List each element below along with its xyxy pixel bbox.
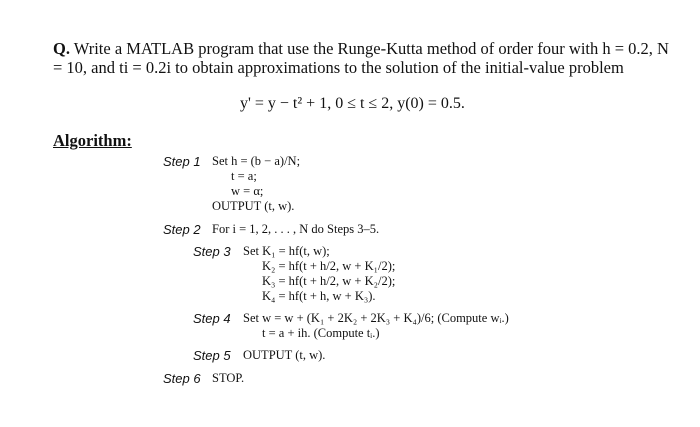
step-1-line-2: t = a; [231,169,257,183]
algorithm-heading: Algorithm: [53,131,132,150]
step-6-label: Step 6 [163,371,201,386]
step-3-label: Step 3 [193,244,231,259]
step-1-line-4: OUTPUT (t, w). [212,199,295,213]
step-1-label: Step 1 [163,154,201,169]
step-4-line-1: Set w = w + (K₁ + 2K₂ + 2K₃ + K₄)/6; (Compute wᵢ.) [243,311,509,325]
step-1-line-3: w = α; [231,184,264,198]
ivp-equation: y' = y − t² + 1, 0 ≤ t ≤ 2, y(0) = 0.5. [240,95,465,112]
step-3-line-3: K₃ = hf(t + h/2, w + K₂/2); [262,274,396,288]
step-2-label: Step 2 [163,222,201,237]
step-1-line-1: Set h = (b − a)/N; [212,154,301,168]
question-text-1: Write a MATLAB program that use the Runge-Kutta method of order four with h = 0.2, N [73,39,669,58]
step-4-line-2: t = a + ih. (Compute tᵢ.) [262,326,380,340]
step-5-line-1: OUTPUT (t, w). [243,348,326,362]
step-3-line-2: K₂ = hf(t + h/2, w + K₁/2); [262,259,396,273]
step-4-label: Step 4 [193,311,231,326]
step-3-line-4: K₄ = hf(t + h, w + K₃). [262,289,376,303]
question-line-1 [53,39,669,59]
step-3-line-1: Set K₁ = hf(t, w); [243,244,330,258]
question-label: Q. [53,39,70,58]
question-line-2: = 10, and ti = 0.2i to obtain approximations to the solution of the initial-value problem [53,58,624,77]
step-2-line-1: For i = 1, 2, . . . , N do Steps 3–5. [212,222,380,236]
step-5-label: Step 5 [193,348,231,363]
step-6-line-1: STOP. [212,371,245,385]
